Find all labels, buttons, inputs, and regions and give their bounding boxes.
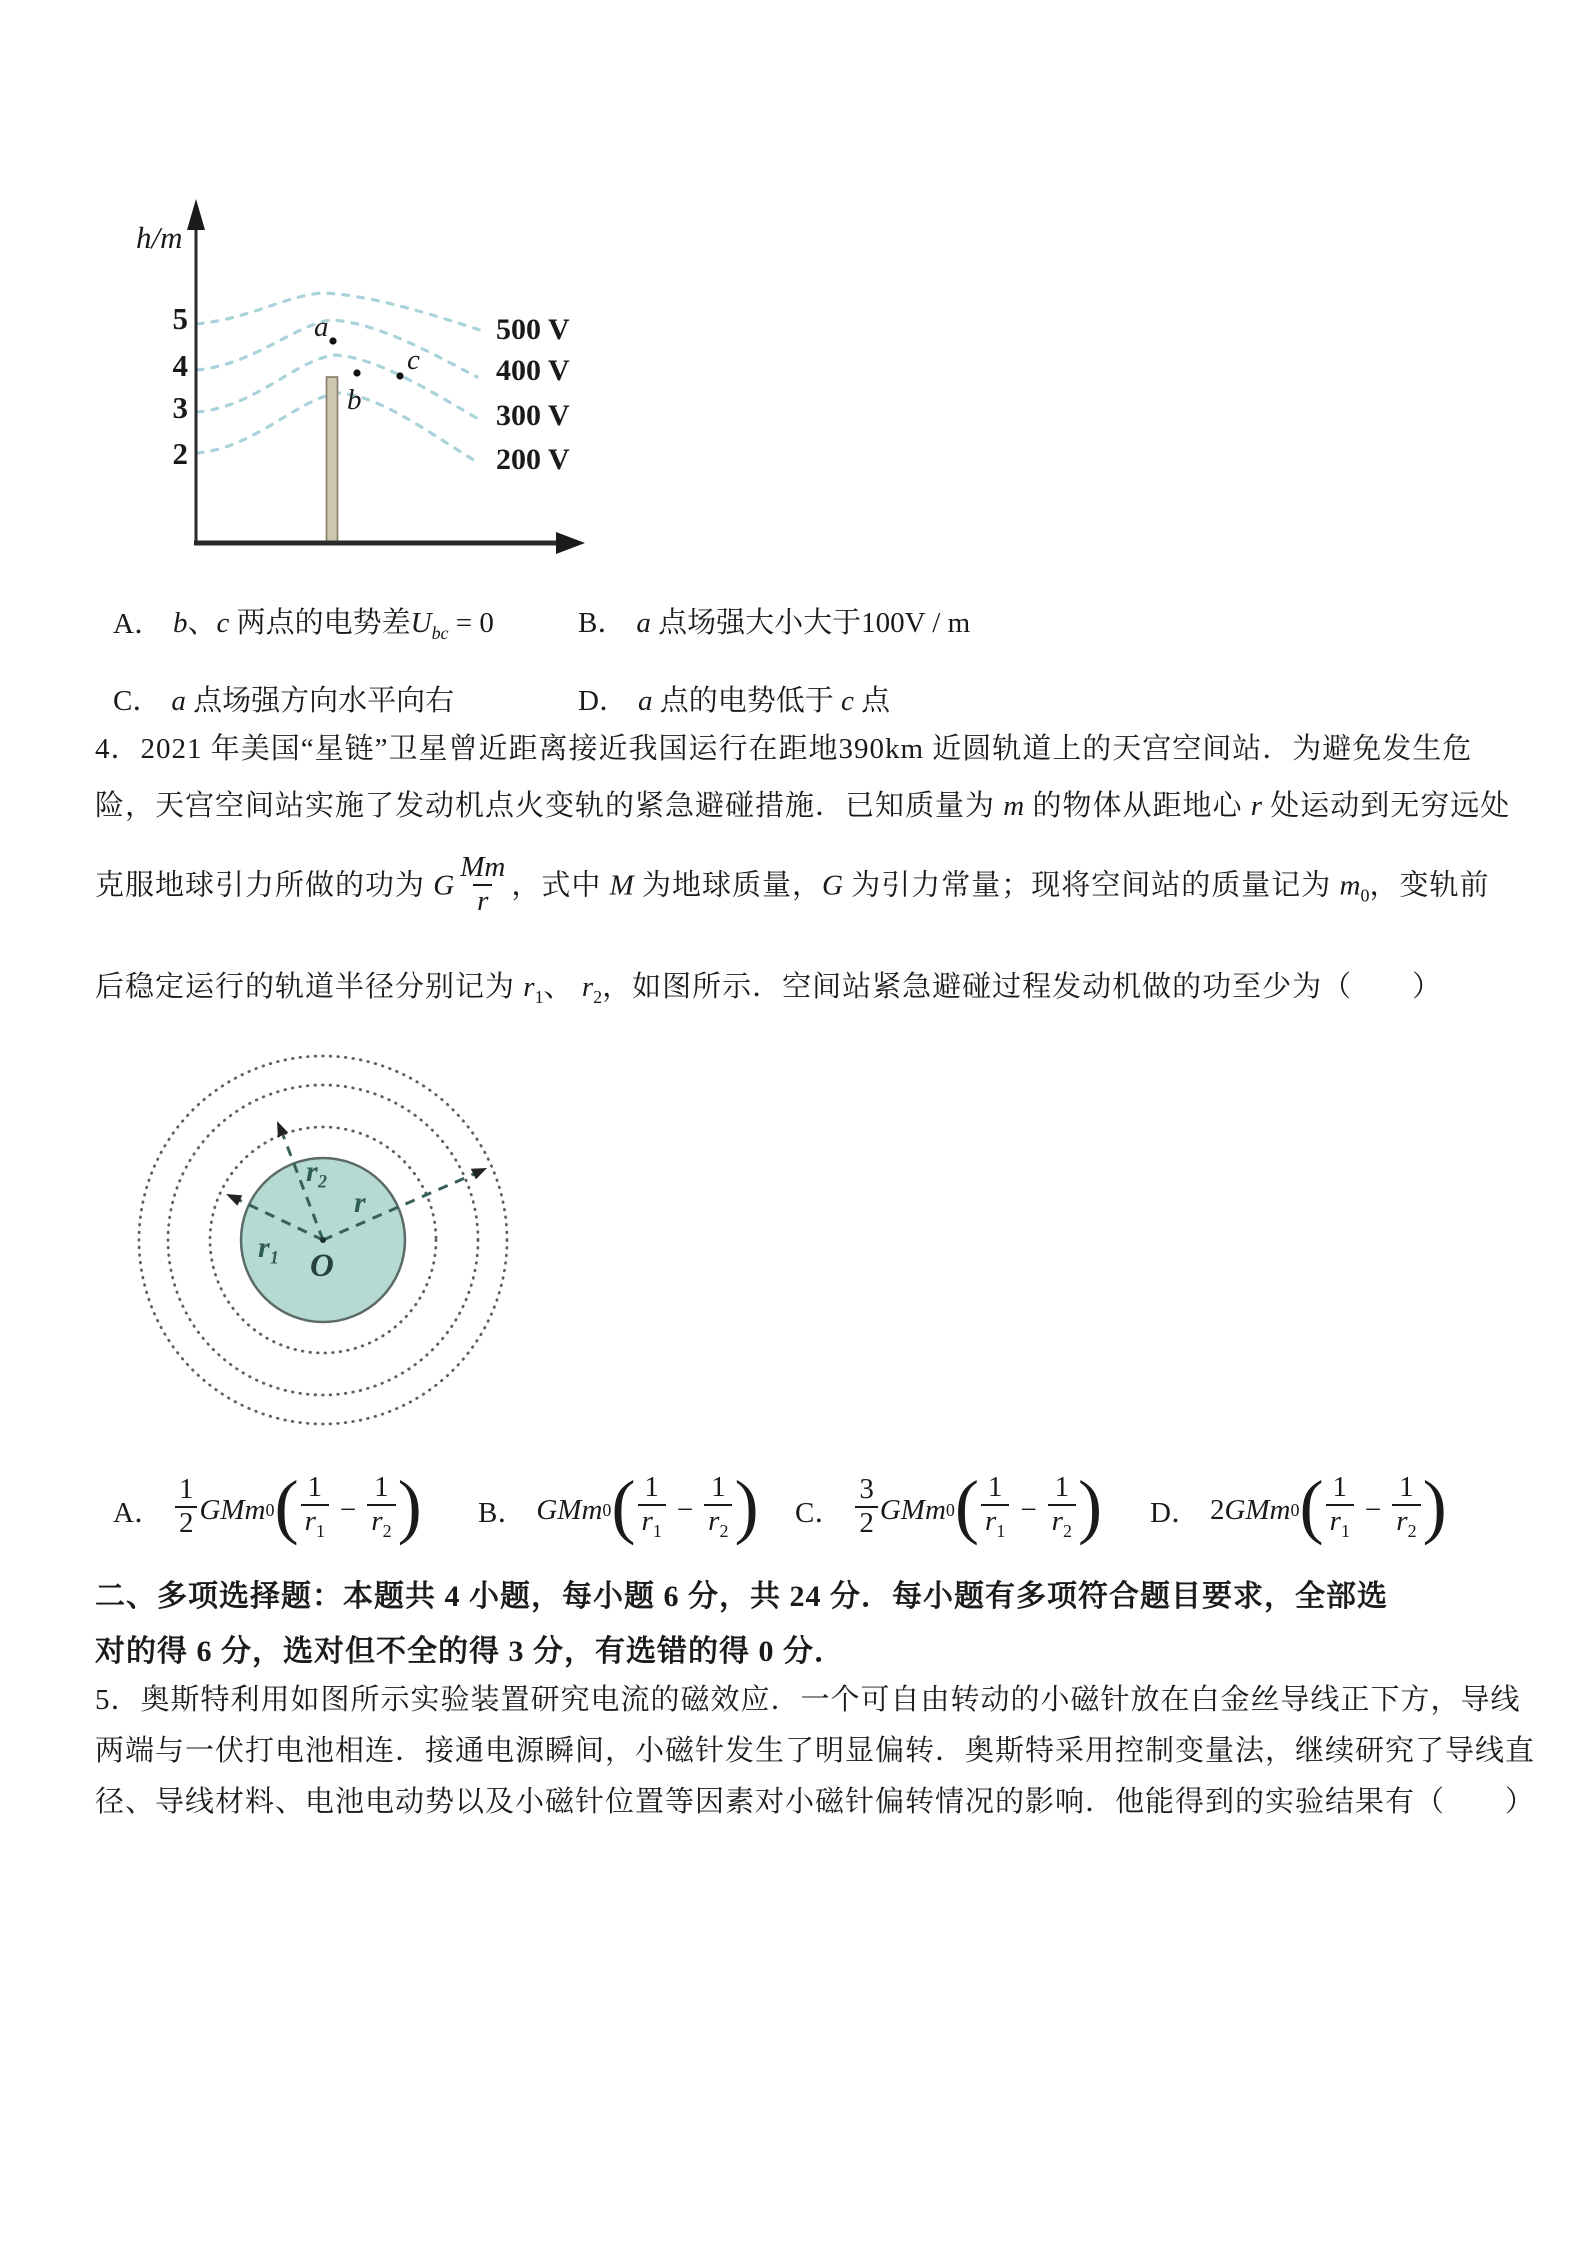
radius-r2-arrow-icon bbox=[277, 1121, 288, 1137]
point-c-label: c bbox=[407, 344, 420, 376]
point-c bbox=[396, 372, 403, 379]
section2-header-line-2: 对的得 6 分，选对但不全的得 3 分，有选错的得 0 分． bbox=[95, 1635, 845, 1668]
orbit-figure bbox=[125, 1045, 525, 1435]
y-tick-3: 3 bbox=[172, 390, 188, 425]
q4-option-b-formula: GMm 0 ( 1 $r_1$ − $\frac{1}{r_2}$ ) bbox=[536, 1465, 759, 1546]
q3-option-a bbox=[113, 600, 494, 644]
label-200v: 200 V bbox=[496, 443, 570, 476]
point-b-label: b bbox=[347, 384, 362, 416]
radius-r-arrow-icon bbox=[471, 1168, 487, 1179]
radius-r-label: r bbox=[354, 1186, 366, 1219]
label-400v: 400 V bbox=[496, 354, 570, 387]
radius-r1-label: r₁ bbox=[258, 1231, 281, 1264]
label-500v: 500 V bbox=[496, 313, 570, 346]
q3-option-c-text: a 点场强方向水平向右 bbox=[171, 685, 455, 717]
q3-option-c-label: C． bbox=[113, 685, 162, 717]
point-a-label: a bbox=[314, 311, 329, 343]
center-o-label: O bbox=[310, 1248, 334, 1284]
q3-option-d bbox=[578, 678, 890, 719]
point-b bbox=[353, 369, 360, 376]
q4-option-c-label: C． bbox=[795, 1496, 844, 1529]
curve-500v bbox=[197, 293, 483, 331]
y-axis-label: h/m bbox=[136, 220, 183, 255]
q3-option-a-text: b、c 两点的电势差$U_{bc} = 0$ bbox=[172, 607, 494, 643]
q4-option-b bbox=[478, 1460, 759, 1560]
q4-option-c bbox=[795, 1460, 1102, 1560]
y-tick-2: 2 bbox=[172, 436, 188, 471]
label-300v: 300 V bbox=[496, 399, 570, 432]
curve-400v bbox=[197, 320, 477, 377]
equipotential-curves bbox=[197, 293, 483, 462]
point-a bbox=[329, 337, 336, 344]
q4-option-a-formula: 1 2 GMm 0 ( 1 $r_1$ − $\frac{1}{r_2}$ ) bbox=[173, 1475, 422, 1544]
q3-option-a-label: A． bbox=[113, 608, 163, 641]
q4-line-4: 后稳定运行的轨道半径分别记为 $r_1$、 $r_2$，如图所示．空间站紧急避碰过程发动机做的功至少为（ ） bbox=[95, 971, 1443, 1007]
q4-option-c-formula: 3 2 GMm 0 ( 1 $r_1$ − $\frac{1}{r_2}$ ) bbox=[853, 1475, 1102, 1544]
q4-line-3: 克服地球引力所做的功为 G $\frac{Mm}{r}$ ，式中 M 为地球质量，G 为引力常量；现将空间站的质量记为 $m_0$，变轨前 bbox=[95, 851, 1490, 917]
q3-option-b-text: a 点场强大小大于100V / m bbox=[636, 607, 971, 639]
center-o-dot bbox=[320, 1237, 326, 1243]
q5-line-1: 5．奥斯特利用如图所示实验装置研究电流的磁效应．一个可自由转动的小磁针放在白金丝导线正下方，导线 bbox=[95, 1684, 1521, 1716]
q4-option-d-formula: 2 GMm 0 ( 1 $r_1$ − $\frac{1}{r_2}$ ) bbox=[1209, 1465, 1447, 1546]
q4-option-b-label: B． bbox=[478, 1496, 527, 1529]
q5-line-2: 两端与一伏打电池相连．接通电源瞬间，小磁针发生了明显偏转．奥斯特采用控制变量法，继续研究了导线直 bbox=[95, 1735, 1536, 1767]
q5-line-3: 径、导线材料、电池电动势以及小磁针位置等因素对小磁针偏转情况的影响．他能得到的实验结果有（ ） bbox=[95, 1786, 1536, 1818]
q4-option-d bbox=[1150, 1460, 1447, 1560]
q3-option-b-label: B． bbox=[578, 607, 627, 639]
curve-300v bbox=[197, 355, 480, 420]
q4-option-a bbox=[113, 1460, 422, 1560]
equipotential-figure bbox=[90, 190, 610, 560]
q4-option-a-label: A． bbox=[113, 1496, 163, 1529]
q3-option-d-text: a 点的电势低于 c 点 bbox=[637, 685, 891, 717]
pole bbox=[327, 377, 338, 543]
y-tick-4: 4 bbox=[172, 348, 188, 383]
radius-r1-arrow-icon bbox=[226, 1194, 242, 1206]
radius-r2-label: r₂ bbox=[306, 1155, 329, 1188]
q4-line-1: 4．2021 年美国“星链”卫星曾近距离接近我国运行在距地390km 近圆轨道上的天宫空间站．为避免发生危 bbox=[95, 733, 1473, 765]
y-axis-arrow-icon bbox=[187, 199, 205, 230]
y-tick-5: 5 bbox=[172, 301, 188, 336]
q3-option-c bbox=[113, 678, 454, 719]
q3-option-b bbox=[578, 600, 970, 641]
section2-header-line-1: 二、多项选择题：本题共 4 小题，每小题 6 分，共 24 分．每小题有多项符合题目要求，全部选 bbox=[95, 1580, 1388, 1613]
q3-option-d-label: D． bbox=[578, 685, 628, 717]
q4-line-2: 险，天宫空间站实施了发动机点火变轨的紧急避碰措施．已知质量为 m 的物体从距地心 r 处运动到无穷远处 bbox=[95, 790, 1511, 822]
q4-option-d-label: D． bbox=[1150, 1496, 1200, 1529]
x-axis-arrow-icon bbox=[556, 532, 585, 554]
